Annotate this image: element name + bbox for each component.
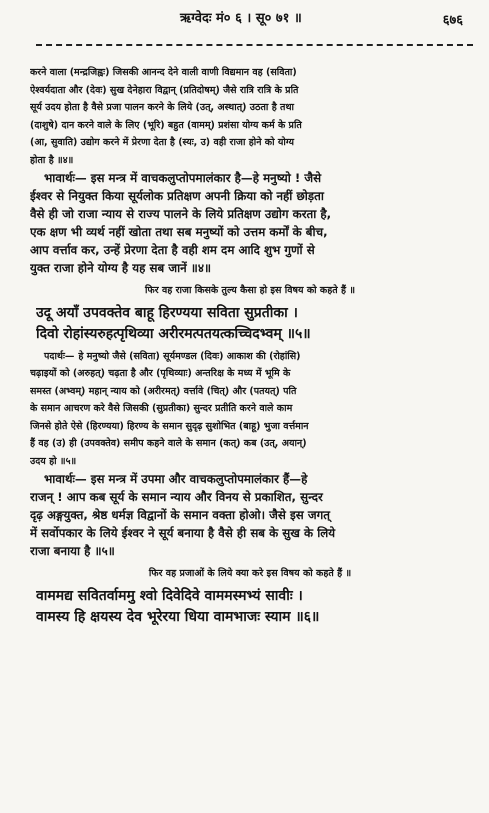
text-line: राजन् ! आप कब सूर्य के समान न्याय और विनय से प्रकाशित, सुन्दर [30,490,323,504]
padartha-5 [30,348,470,471]
text-line: उदय हो ॥५॥ [30,455,77,467]
text-line: करने वाला (मन्द्रजिह्वः) जिसकी आनन्द देने वाली वाणी विद्यमान वह (सविता) [30,67,297,78]
text-line: वैसे ही जो राजा न्याय से राज्य पालने के लिये प्रतिक्षण उद्योग करता है, [30,207,332,221]
text-line: ईश्वर से नियुक्त किया सूर्यलोक प्रतिक्षण अपनी क्रिया को नहीं छोड़ता [30,189,324,203]
mantra-line: दिवो रोहांस्यरुहत्पृथिव्या अरीरमत्पतयत्कच्चिदभ्वम् ॥५॥ [36,325,311,342]
mantra-line: उदू अयाँ उपवक्तेव बाहू हिरण्यया सविता सुप्रतीका । [36,304,298,321]
text-line: आप वर्त्ताव कर, उन्हें प्रेरणा देता है वही शम दम आदि शुभ गुणों से [30,243,315,257]
header-rule [36,44,473,46]
text-line: चढ़ाइयों को (अरुहत्) चढ़ता है और (पृथिव्याः) अन्तरिक्ष के मध्य में भूमि के [30,368,291,379]
padartha-continuation [30,64,470,169]
text-line: भावार्थः— इस मन्त्र में उपमा और वाचकलुप्तोपमालंकार हैं—हे [44,472,308,486]
mantra-line: वाममद्य सवितर्वाममु श्वो दिवेदिवे वाममस्मभ्यं सावीः । [36,587,303,604]
text-line: के समान आचरण करे वैसे जिसकी (सुप्रतीका) सुन्दर प्रतीति करने वाले काम [30,403,293,414]
page-body [30,64,470,631]
text-line: समस्त (अभ्वम्) महान् न्याय को (अरीरमत्) वर्त्तावे (चित्) और (पतयत्) पति [30,385,297,397]
page-header [0,8,489,30]
text-line: (दाशुषे) दान करने वाले के लिए (भूरि) बहुत (वामम्) प्रशंसा योग्य कर्म के प्रति [30,119,302,131]
bhavartha-label: भावार्थः— [44,472,87,486]
bhavartha-4 [30,169,470,277]
text-line: ऐश्वर्यदाता और (देवः) सुख देनेहारा विद्वान् (प्रतिदोषम्) जैसे रात्रि रात्रि के प्रति [30,84,299,96]
text-line: भावार्थः— इस मन्त्र में वाचकलुप्तोपमालंकार है—हे मनुष्यो ! जैसे [44,171,322,185]
text-line: में सर्वोपकार के लिये ईश्वर ने सूर्य बनाया है वैसे ही सब के सुख के लिये [30,526,336,540]
section-intro: फिर वह प्रजाओं के लिये क्या करे इस विषय को कहते हैं ॥ [148,568,352,579]
bhavartha-label: भावार्थः— [44,171,87,185]
text-line: (आ, सुवाति) उद्योग करने में प्रेरणा देता है (स्यः, उ) वही राजा होने को योग्य [30,137,295,148]
mantra-line: वामस्य हि क्षयस्य देव भूरेरया धिया वामभाजः स्याम ॥६॥ [36,608,320,625]
mantra-6 [36,586,470,628]
running-head: ऋग्वेदः मं० ६ । सू० ७१ ॥ [180,11,302,26]
bhavartha-5 [30,470,470,560]
text-line: सूर्य उदय होता है वैसे प्रजा पालन करने के लिये (उत्, अस्थात्) उठता है तथा [30,102,294,113]
text-line: राजा बनाया है ॥५॥ [30,544,115,558]
text-line: जिनसे होते ऐसे (हिरण्यया) हिरण्य के समान सुदृढ़ सुशोभित (बाहू) भुजा वर्त्तमान [30,420,309,432]
section-intro: फिर वह राजा किसके तुल्य कैसा हो इस विषय को कहते हैं ॥ [144,285,356,296]
padartha-label: पदार्थः— [44,350,75,362]
text-line: दृढ़ अङ्गयुक्त, श्रेष्ठ धर्मज्ञ विद्वानों के समान वक्ता होओ। जैसे इस जगत् [30,508,330,522]
text-line: हैं वह (उ) ही (उपवक्तेव) समीप कहने वाले के समान (कत्) कब (उत्, अयान्) [30,438,307,449]
text-line: पदार्थः— हे मनुष्यो जैसे (सविता) सूर्यमण्डल (दिवः) आकाश की (रोहांसि) [44,350,301,362]
page-number: ६७६ [442,13,463,28]
text-line: युक्त राजा होने योग्य है यह सब जानें ॥४॥ [30,261,212,275]
text-line: एक क्षण भी व्यर्थ नहीं खोता तथा सब मनुष्यों को उत्तम कर्मों के बीच, [30,225,328,239]
mantra-5 [36,303,470,345]
text-line: होता है ॥४॥ [30,154,74,166]
